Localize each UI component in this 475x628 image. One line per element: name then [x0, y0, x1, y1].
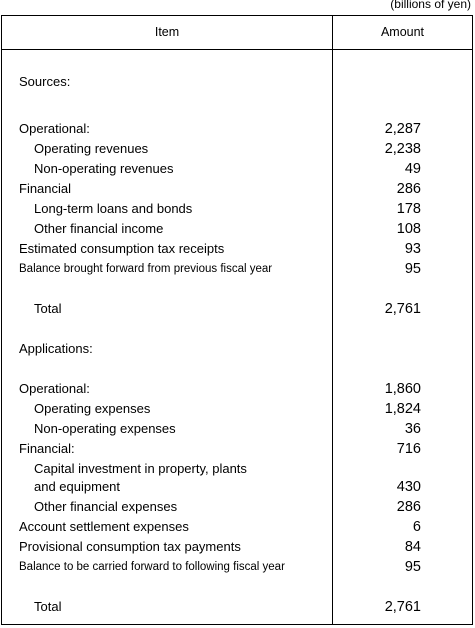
table-row	[2, 380, 472, 400]
row-label: Capital investment in property, plants	[34, 461, 247, 476]
row-label: Operational:	[19, 121, 90, 136]
table-row	[2, 160, 472, 180]
row-amount: 95	[404, 559, 421, 575]
table-row	[2, 598, 472, 618]
row-label: Total	[34, 301, 62, 316]
row-label: Balance brought forward from previous fiscal year	[19, 263, 273, 275]
row-amount: 430	[396, 479, 421, 495]
table-row	[2, 220, 472, 240]
table-row	[2, 400, 472, 420]
row-label: Other financial expenses	[34, 499, 178, 514]
row-amount: 1,824	[384, 401, 421, 417]
row-label: Operating expenses	[34, 401, 151, 416]
table-row	[2, 478, 472, 498]
row-amount: 2,761	[384, 599, 421, 615]
row-label: Estimated consumption tax receipts	[19, 241, 225, 256]
row-amount: 2,287	[384, 121, 421, 137]
header-amount: Amount	[380, 25, 425, 39]
table-row	[2, 538, 472, 558]
row-amount: 286	[396, 181, 421, 197]
table-row	[2, 300, 472, 320]
table-row	[2, 558, 472, 578]
row-label: Sources:	[19, 74, 71, 89]
row-amount: 716	[396, 441, 421, 457]
table-header	[2, 16, 472, 50]
table-row	[2, 73, 472, 93]
table-row	[2, 340, 472, 360]
row-label: Total	[34, 599, 62, 614]
table-row	[2, 420, 472, 440]
table-row	[2, 120, 472, 140]
row-amount: 6	[412, 519, 421, 535]
table-row	[2, 240, 472, 260]
row-label: Other financial income	[34, 221, 164, 236]
table-row	[2, 518, 472, 538]
row-label: Financial:	[19, 441, 75, 456]
row-amount: 1,860	[384, 381, 421, 397]
row-label: Provisional consumption tax payments	[19, 539, 241, 554]
row-amount: 2,761	[384, 301, 421, 317]
table-row	[2, 260, 472, 280]
row-amount: 2,238	[384, 141, 421, 157]
row-amount: 93	[404, 241, 421, 257]
table-row	[2, 180, 472, 200]
header-item: Item	[154, 25, 180, 39]
row-amount: 84	[404, 539, 421, 555]
row-label: Applications:	[19, 341, 93, 356]
row-label: Financial	[19, 181, 72, 196]
table-row	[2, 460, 472, 480]
row-amount: 36	[404, 421, 421, 437]
row-label: Balance to be carried forward to following fiscal year	[19, 561, 285, 573]
row-amount: 108	[396, 221, 421, 237]
row-label: Non-operating expenses	[34, 421, 176, 436]
row-label: Operating revenues	[34, 141, 149, 156]
row-amount: 49	[404, 161, 421, 177]
row-amount: 95	[404, 261, 421, 277]
table-row	[2, 140, 472, 160]
unit-note: (billions of yen)	[390, 0, 471, 11]
funds-table	[1, 15, 473, 625]
row-amount: 178	[396, 201, 421, 217]
row-label: Long-term loans and bonds	[34, 201, 193, 216]
row-label: and equipment	[34, 479, 121, 494]
row-label: Account settlement expenses	[19, 519, 189, 534]
table-row	[2, 440, 472, 460]
row-amount: 286	[396, 499, 421, 515]
table-row	[2, 498, 472, 518]
row-label: Non-operating revenues	[34, 161, 174, 176]
row-label: Operational:	[19, 381, 90, 396]
table-row	[2, 200, 472, 220]
